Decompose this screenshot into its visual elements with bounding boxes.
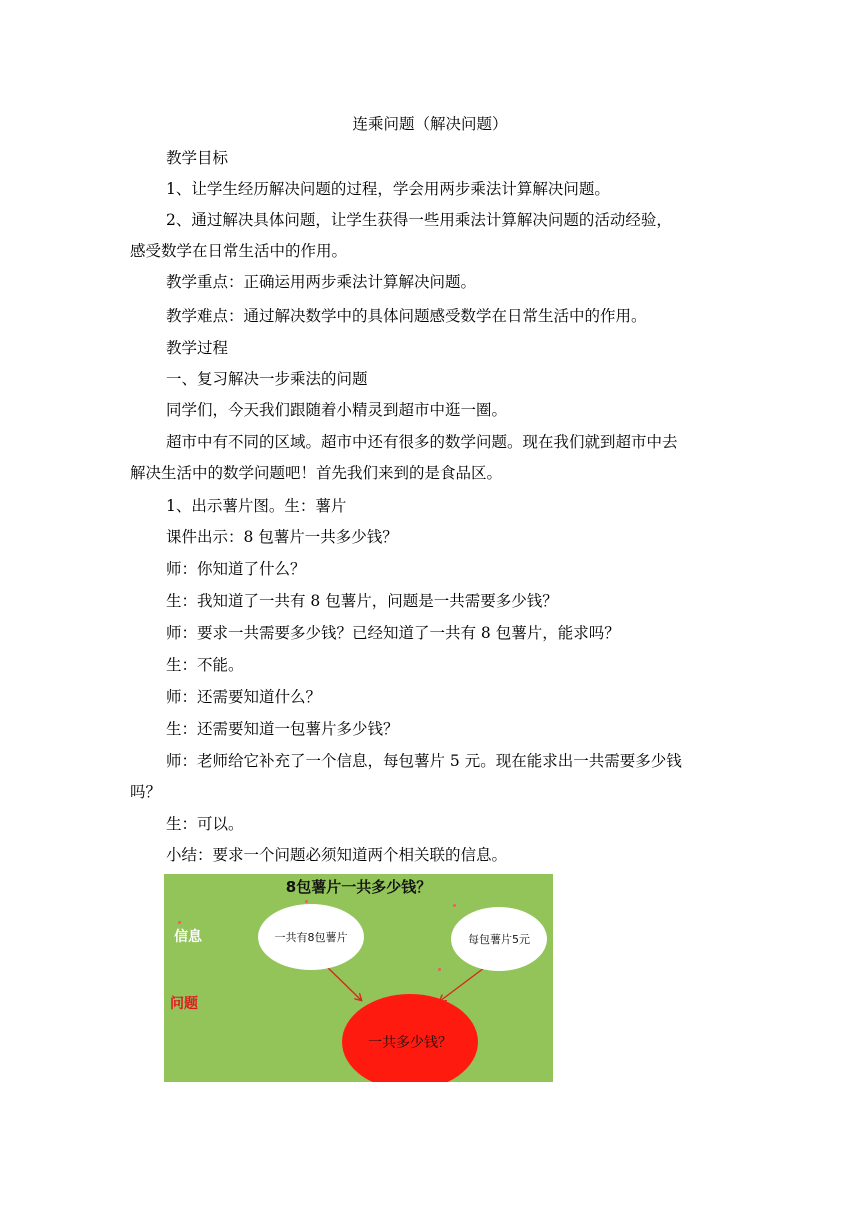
decorative-dot xyxy=(438,968,441,971)
paragraph-line: 同学们，今天我们跟随着小精灵到超市中逛一圈。 xyxy=(166,401,508,419)
arrow-right xyxy=(440,968,484,1001)
info-bubble-quantity-text: 一共有8包薯片 xyxy=(274,931,348,944)
question-bubble-text: 一共多少钱？ xyxy=(368,1035,452,1051)
paragraph-line: 1、出示薯片图。生：薯片 xyxy=(166,497,347,515)
decorative-dot xyxy=(453,904,456,907)
paragraph-line: 生：可以。 xyxy=(166,815,244,833)
paragraph-line: 2、通过解决具体问题，让学生获得一些用乘法计算解决问题的活动经验， xyxy=(166,211,672,229)
summary-line: 小结：要求一个问题必须知道两个相关联的信息。 xyxy=(166,846,508,864)
paragraph-line: 师：老师给它补充了一个信息，每包薯片 5 元。现在能求出一共需要多少钱 xyxy=(166,752,682,770)
decorative-dot xyxy=(305,900,308,903)
paragraph-line: 课件出示：8 包薯片一共多少钱？ xyxy=(166,528,398,546)
paragraph-line: 生：还需要知道一包薯片多少钱？ xyxy=(166,720,399,738)
question-label: 问题 xyxy=(170,996,198,1012)
info-bubble-price-text: 每包薯片5元 xyxy=(468,933,530,946)
paragraph-line: 一、复习解决一步乘法的问题 xyxy=(166,370,368,388)
paragraph-line: 生：我知道了一共有 8 包薯片，问题是一共需要多少钱？ xyxy=(166,592,558,610)
problem-diagram-figure xyxy=(164,874,553,1082)
section-heading-process: 教学过程 xyxy=(166,339,229,357)
info-label: 信息 xyxy=(174,929,202,945)
section-heading-objectives: 教学目标 xyxy=(166,149,229,167)
paragraph-line: 吗？ xyxy=(130,783,162,801)
paragraph-line: 教学重点：正确运用两步乘法计算解决问题。 xyxy=(166,273,477,291)
figure-title: 8包薯片一共多少钱？ xyxy=(285,878,432,896)
decorative-dot xyxy=(178,921,181,924)
paragraph-line: 感受数学在日常生活中的作用。 xyxy=(130,242,348,260)
paragraph-line: 师：要求一共需要多少钱？已经知道了一共有 8 包薯片，能求吗？ xyxy=(166,624,620,642)
paragraph-line: 师：你知道了什么？ xyxy=(166,560,306,578)
info-bubble-quantity xyxy=(258,904,364,970)
document-title: 连乘问题（解决问题） xyxy=(352,115,508,133)
paragraph-line: 生：不能。 xyxy=(166,656,244,674)
paragraph-line: 超市中有不同的区域。超市中还有很多的数学问题。现在我们就到超市中去 xyxy=(166,433,678,451)
paragraph-line: 师：还需要知道什么？ xyxy=(166,688,322,706)
paragraph-line: 1、让学生经历解决问题的过程，学会用两步乘法计算解决问题。 xyxy=(166,180,610,198)
paragraph-line: 解决生活中的数学问题吧！首先我们来到的是食品区。 xyxy=(130,464,503,482)
paragraph-line: 教学难点：通过解决数学中的具体问题感受数学在日常生活中的作用。 xyxy=(166,307,647,325)
question-bubble xyxy=(342,994,478,1082)
info-bubble-price xyxy=(451,907,547,971)
